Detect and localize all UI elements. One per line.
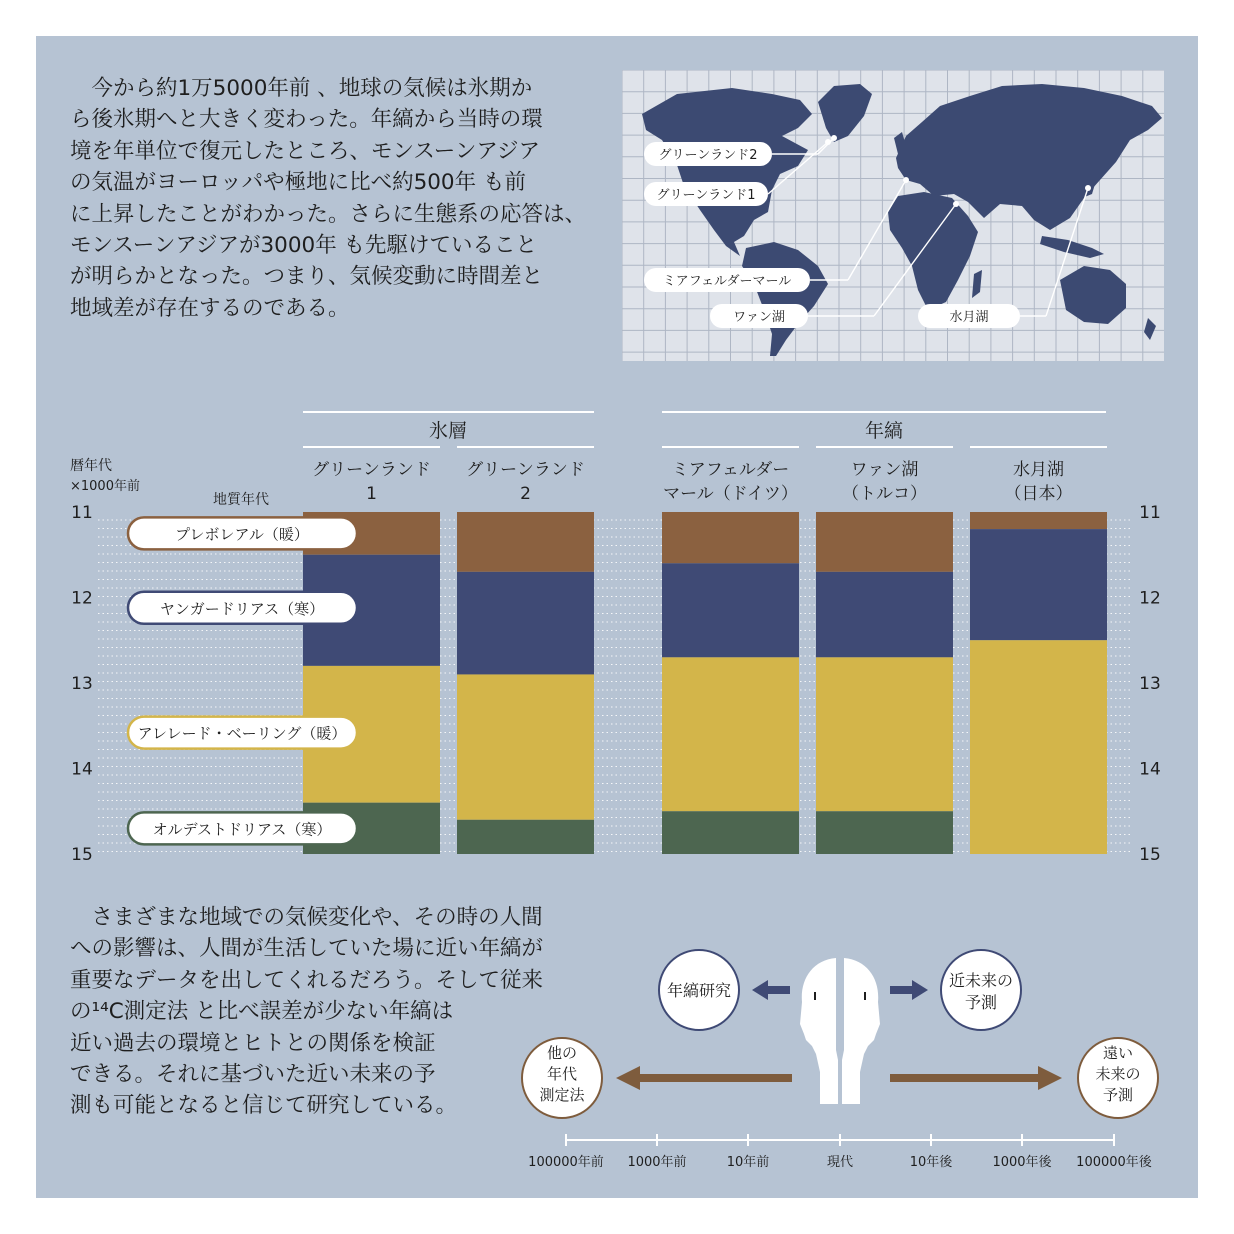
head-silhouettes	[800, 958, 880, 1104]
label-far-future-2: 未来の	[1095, 1065, 1141, 1083]
small-arrows	[752, 980, 928, 1000]
map-label-van: ワァン湖	[733, 310, 785, 325]
y-axis-unit: ×1000年前	[70, 479, 140, 494]
closing-line: さまざまな地域での気候変化や、その時の人間	[70, 905, 543, 930]
timeline-tick-label: 1000年後	[992, 1155, 1052, 1170]
group-label-ice: 氷層	[428, 420, 468, 442]
intro-line: 今から約1万5000年前 、地球の気候は氷期か	[70, 76, 533, 101]
closing-line: の¹⁴C測定法 と比べ誤差が少ない年縞は	[70, 999, 454, 1025]
period-label: ヤンガードリアス（寒）	[159, 599, 325, 618]
timeline-tick-label: 1000年前	[627, 1155, 687, 1170]
group-label-varve: 年縞	[864, 420, 904, 442]
column-label: （トルコ）	[842, 484, 927, 504]
intro-line: の気温がヨーロッパや極地に比べ約500年 も前	[70, 170, 526, 196]
y-tick-label-left: 13	[71, 674, 93, 694]
period-label: アレレード・ベーリング（暖）	[137, 724, 347, 743]
label-other-methods-3: 測定法	[539, 1086, 585, 1104]
circle-near-future	[941, 950, 1021, 1030]
label-far-future-1: 遠い	[1102, 1044, 1134, 1062]
timeline-tick-label: 10年前	[726, 1155, 770, 1170]
closing-line: できる。それに基づいた近い未来の予	[70, 1061, 436, 1087]
intro-line: モンスーンアジアが3000年 も先駆けていること	[70, 232, 538, 258]
y-tick-label-right: 13	[1139, 674, 1161, 694]
intro-line: ら後氷期へと大きく変わった。年縞から当時の環	[70, 107, 543, 133]
timeline-circles	[522, 950, 1158, 1118]
period-label: オルデストドリアス（寒）	[152, 820, 332, 839]
map-label-meerfelder: ミアフェルダーマール	[662, 274, 792, 289]
closing-line: 測も可能となると信じて研究している。	[70, 1093, 458, 1119]
large-arrows	[616, 1066, 1062, 1090]
timeline-tick-label: 10年後	[909, 1155, 953, 1170]
label-near-future-1: 近未来の	[948, 971, 1014, 990]
column-label: 水月湖	[1013, 460, 1064, 480]
timeline-tick-label: 100000年前	[528, 1155, 604, 1170]
column-label: 2	[520, 484, 531, 504]
closing-line: への影響は、人間が生活していた場に近い年縞が	[70, 936, 544, 962]
map-label-suigetsu: 水月湖	[949, 310, 989, 325]
arrow-right-small	[890, 980, 928, 1000]
timeline-tick-label: 現代	[826, 1155, 854, 1170]
column-label: （日本）	[1004, 484, 1073, 504]
column-label: グリーンランド	[466, 460, 585, 480]
map-label-greenland2: グリーンランド2	[658, 148, 758, 163]
intro-line: 地域差が存在するのである。	[70, 295, 350, 321]
y-axis-label: 暦年代	[70, 458, 112, 474]
closing-line: 重要なデータを出してくれるだろう。そして従来	[70, 967, 544, 993]
map-label-greenland1: グリーンランド1	[656, 188, 756, 203]
intro-line: 境を年単位で復元したところ、モンスーンアジア	[70, 138, 540, 164]
y-tick-label-left: 12	[71, 588, 93, 609]
label-varve-research: 年縞研究	[666, 981, 732, 1000]
column-label: 1	[366, 484, 377, 504]
label-near-future-2: 予測	[964, 993, 998, 1012]
arrow-left-large	[616, 1066, 792, 1090]
y-tick-label-right: 15	[1139, 845, 1161, 865]
intro-line: に上昇したことがわかった。さらに生態系の応答は、	[70, 201, 587, 227]
arrow-left-small	[752, 980, 790, 1000]
label-far-future-3: 予測	[1102, 1086, 1134, 1104]
column-label: マール（ドイツ）	[663, 484, 798, 504]
y-tick-label-left: 15	[71, 845, 93, 865]
column-label: ワァン湖	[850, 460, 919, 480]
intro-line: が明らかとなった。つまり、気候変動に時間差と	[70, 264, 544, 290]
period-axis-label: 地質年代	[213, 492, 269, 508]
y-tick-label-right: 14	[1139, 759, 1161, 780]
head-right-silhouette	[842, 958, 880, 1104]
head-left-silhouette	[800, 958, 838, 1104]
y-tick-label-right: 11	[1139, 503, 1161, 523]
y-tick-label-right: 12	[1139, 588, 1161, 609]
closing-line: 近い過去の環境とヒトとの関係を検証	[70, 1030, 436, 1056]
arrow-right-large	[890, 1066, 1062, 1090]
column-label: ミアフェルダー	[671, 460, 790, 480]
label-other-methods-2: 年代	[546, 1065, 578, 1083]
column-label: グリーンランド	[312, 460, 431, 480]
period-label: プレボレアル（暖）	[175, 525, 309, 544]
timeline-tick-label: 100000年後	[1076, 1155, 1152, 1170]
y-tick-label-left: 11	[71, 503, 93, 523]
label-other-methods-1: 他の	[546, 1044, 578, 1062]
y-tick-label-left: 14	[71, 759, 93, 780]
